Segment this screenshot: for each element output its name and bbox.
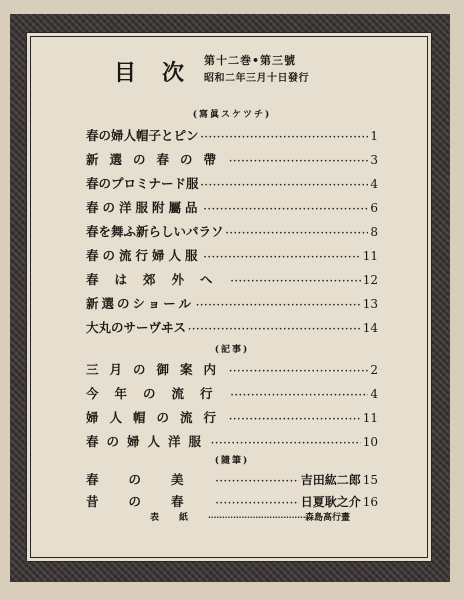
section-label-photo-sketch: (寫眞スケツチ) — [192, 110, 272, 120]
entry-page: 14 — [362, 321, 378, 335]
entry-title: 新選の春の帶 — [86, 152, 228, 167]
toc-entry — [86, 492, 378, 512]
entry-title: 春のプロミナード服 — [86, 176, 199, 191]
entry-author: 日夏耿之介 — [300, 495, 361, 509]
leader-dots — [188, 325, 361, 335]
entry-page: 4 — [370, 387, 378, 401]
leader-dots — [211, 439, 361, 449]
page-title: 目次 — [114, 60, 211, 86]
entry-title: 新選のショール — [86, 296, 195, 311]
leader-dots — [229, 367, 368, 377]
toc-entry — [86, 360, 378, 380]
section-label-essays: (隨筆) — [214, 456, 250, 466]
entry-title: 春は郊外へ — [86, 272, 229, 287]
entry-title: 春の婦人帽子とピン — [86, 128, 199, 143]
entry-author: 吉田紘二郎 — [300, 473, 361, 487]
toc-entry — [86, 126, 378, 146]
entry-title: 大丸のサーヴヰス — [86, 320, 187, 335]
entry-title: 春の婦人洋服 — [86, 434, 210, 449]
toc-entry — [86, 432, 378, 452]
toc-entry — [86, 222, 378, 242]
leader-dots — [208, 512, 305, 522]
leader-dots — [201, 133, 369, 143]
entry-page: 15 — [362, 473, 378, 487]
entry-page: 2 — [370, 363, 378, 377]
issue-number: 第十二巻•第三號 — [204, 54, 297, 67]
entry-page: 16 — [362, 495, 378, 509]
entry-page: 4 — [370, 177, 378, 191]
cover-label: 表紙 — [150, 513, 209, 523]
entry-title: 三月の御案内 — [86, 362, 228, 377]
entry-page: 10 — [362, 435, 378, 449]
section-label-articles: (記事) — [214, 345, 250, 355]
leader-dots — [226, 229, 369, 239]
entry-title: 春の洋服附屬品 — [86, 200, 202, 215]
leader-dots — [216, 499, 299, 509]
toc-entry — [86, 246, 378, 266]
leader-dots — [231, 391, 369, 401]
toc-entry — [86, 174, 378, 194]
toc-entry — [86, 294, 378, 314]
toc-entry — [86, 384, 378, 404]
leader-dots — [201, 181, 369, 191]
entry-title: 春を舞ふ新らしいパラソ — [86, 224, 224, 239]
toc-entry — [86, 470, 378, 490]
leader-dots — [204, 205, 369, 215]
cover-artist: 森島高行畫 — [304, 513, 350, 523]
leader-dots — [229, 415, 361, 425]
toc-entry — [86, 270, 378, 290]
cover-credit — [150, 510, 350, 523]
toc-entry — [86, 318, 378, 338]
leader-dots — [196, 301, 361, 311]
toc-entry — [86, 198, 378, 218]
toc-entry — [86, 150, 378, 170]
entry-page: 3 — [370, 153, 378, 167]
entry-title: 春の流行婦人服 — [86, 248, 202, 263]
leader-dots — [204, 253, 361, 263]
entry-title: 春の美 — [86, 472, 214, 487]
toc-entry — [86, 408, 378, 428]
leader-dots — [216, 477, 299, 487]
entry-page: 11 — [362, 249, 378, 263]
entry-page: 8 — [370, 225, 378, 239]
entry-page: 11 — [362, 411, 378, 425]
entry-page: 12 — [362, 273, 378, 287]
entry-title: 婦人帽の流行 — [86, 410, 228, 425]
leader-dots — [229, 157, 368, 167]
entry-title: 昔の春 — [86, 494, 214, 509]
entry-title: 今年の流行 — [86, 386, 229, 401]
leader-dots — [231, 277, 361, 287]
entry-page: 1 — [370, 129, 378, 143]
publication-date: 昭和二年三月十日發行 — [204, 73, 309, 84]
entry-page: 6 — [370, 201, 378, 215]
entry-page: 13 — [362, 297, 378, 311]
